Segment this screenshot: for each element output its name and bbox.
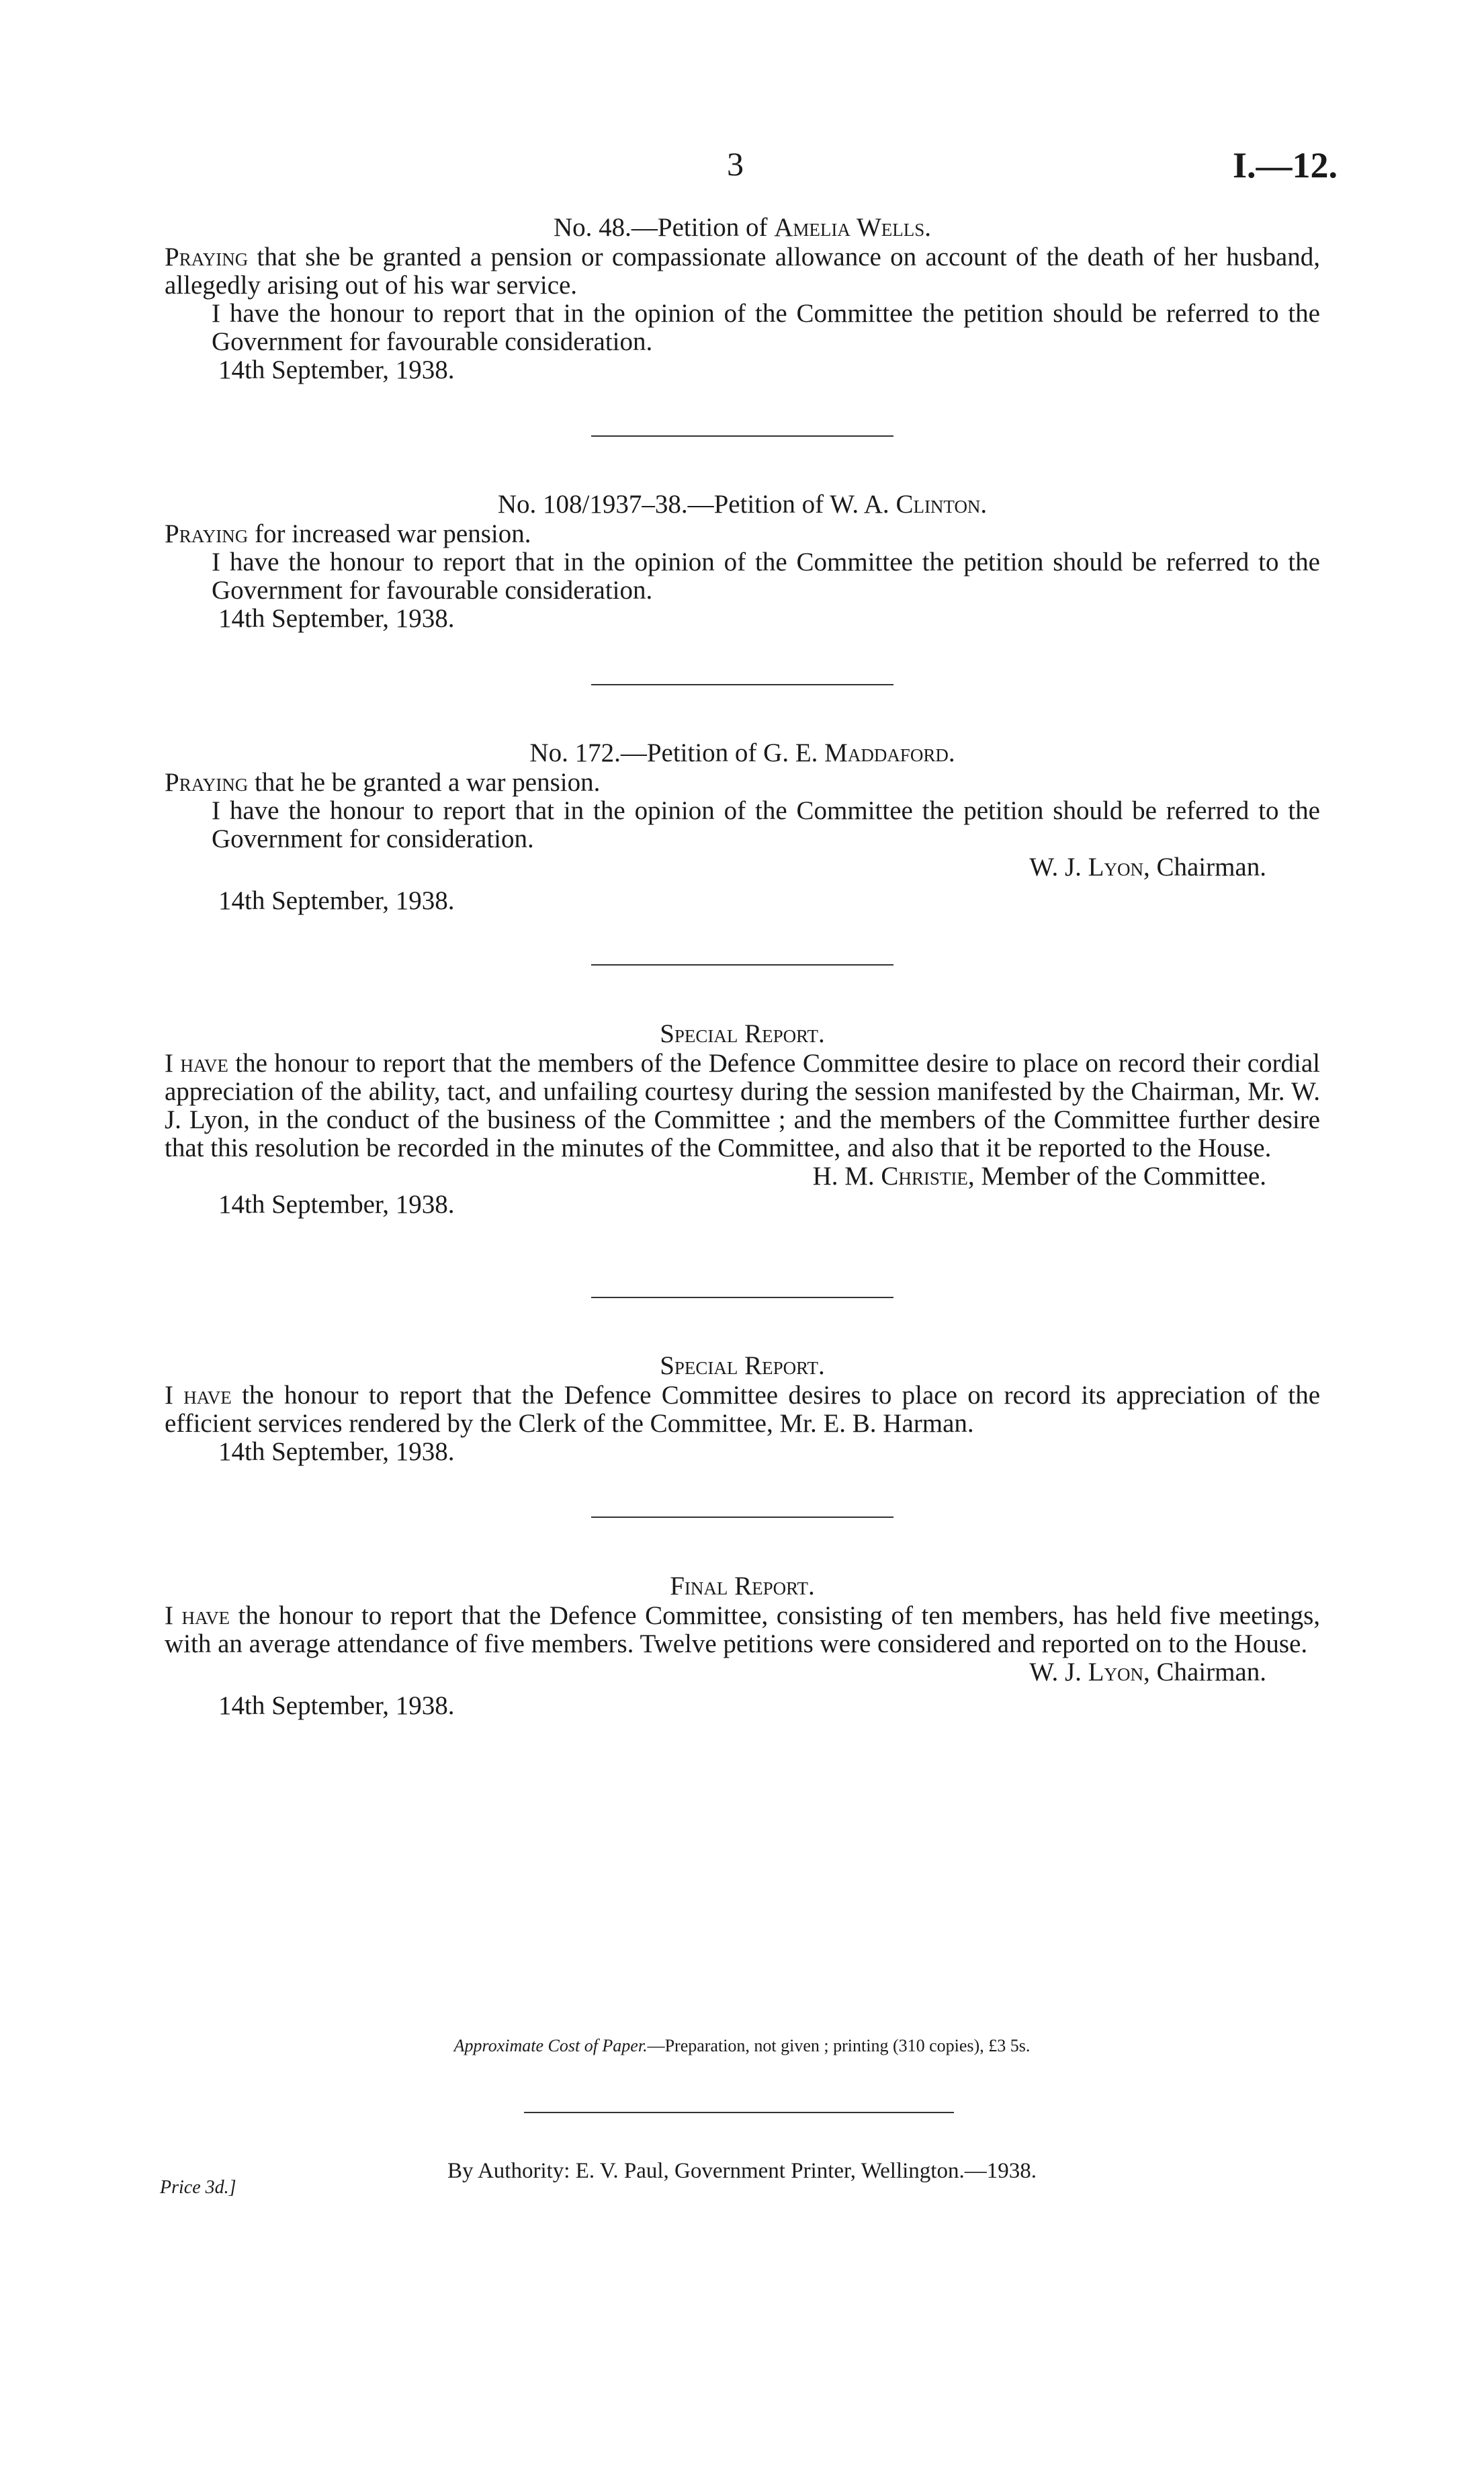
section-title: No. 48.—Petition of Amelia Wells. — [554, 213, 931, 242]
report-date: 14th September, 1938. — [218, 355, 455, 384]
footer-divider — [524, 2112, 954, 2113]
report-paragraph: I have the honour to report that in the opinion of the Committee the petition should be referred to the Government for favourable consideration. — [212, 299, 1320, 356]
report-date: 14th September, 1938. — [218, 886, 455, 915]
report-paragraph: I have the honour to report that the Defence Committee desires to place on record its appreciation of the efficient services rendered by the Clerk of the Committee, Mr. E. B. Harman. — [165, 1381, 1320, 1438]
praying-paragraph: Praying that he be granted a war pension. — [165, 768, 601, 797]
report-date: 14th September, 1938. — [218, 1691, 455, 1720]
report-paragraph: I have the honour to report that the Defence Committee, consisting of ten members, has held five meetings, with an average attendance of five members. Twelve petitions were considered and reported on to the House. — [165, 1601, 1320, 1658]
petition-maddaford — [165, 739, 1320, 915]
report-date: 14th September, 1938. — [218, 1437, 455, 1466]
petition-clinton — [165, 490, 1320, 633]
special-report-clerk — [165, 1352, 1320, 1466]
final-report — [165, 1572, 1320, 1720]
report-paragraph: I have the honour to report that in the opinion of the Committee the petition should be referred to the Government for consideration. — [212, 796, 1320, 853]
section-divider — [591, 1517, 893, 1518]
page-number: 3 — [727, 145, 744, 183]
petition-amelia-wells — [165, 214, 1320, 384]
section-title: No. 172.—Petition of G. E. Maddaford. — [529, 738, 955, 767]
report-paragraph: I have the honour to report that in the opinion of the Committee the petition should be referred to the Government for favourable consideration. — [212, 548, 1320, 605]
member-signature: H. M. Christie, Member of the Committee. — [812, 1162, 1266, 1191]
report-date: 14th September, 1938. — [218, 1190, 455, 1219]
section-divider — [591, 964, 893, 966]
section-title: Special Report. — [660, 1019, 825, 1048]
chairman-signature: W. J. Lyon, Chairman. — [1029, 853, 1266, 882]
section-divider — [591, 435, 893, 437]
section-divider — [591, 1297, 893, 1298]
praying-paragraph: Praying for increased war pension. — [165, 519, 531, 548]
report-date: 14th September, 1938. — [218, 604, 455, 633]
praying-paragraph: Praying that she be granted a pension or compassionate allowance on account of the death of her husband, allegedly arising out of his war service. — [165, 243, 1320, 300]
special-report-chairman — [165, 1020, 1320, 1219]
printer-authority: By Authority: E. V. Paul, Government Printer, Wellington.—1938. — [447, 2159, 1037, 2183]
section-title: No. 108/1937–38.—Petition of W. A. Clinton. — [497, 490, 988, 519]
document-reference: I.—12. — [1233, 145, 1338, 185]
section-divider — [591, 684, 893, 685]
section-title: Final Report. — [670, 1572, 815, 1600]
price-note: Price 3d.] — [160, 2177, 236, 2198]
section-title: Special Report. — [660, 1351, 825, 1380]
cost-of-paper-note: Approximate Cost of Paper.—Preparation, not given ; printing (310 copies), £3 5s. — [453, 2036, 1031, 2055]
chairman-signature: W. J. Lyon, Chairman. — [1029, 1658, 1266, 1687]
report-paragraph: I have the honour to report that the members of the Defence Committee desire to place on record their cordial appreciation of the ability, tact, and unfailing courtesy during the session manifested by the Chairman, Mr. W. J. Lyon, in the conduct of the business of the Committee ; and the members of the Committee further desire that this resolution be recorded in the minutes of the Committee, and also that it be reported to the House. — [165, 1049, 1320, 1162]
